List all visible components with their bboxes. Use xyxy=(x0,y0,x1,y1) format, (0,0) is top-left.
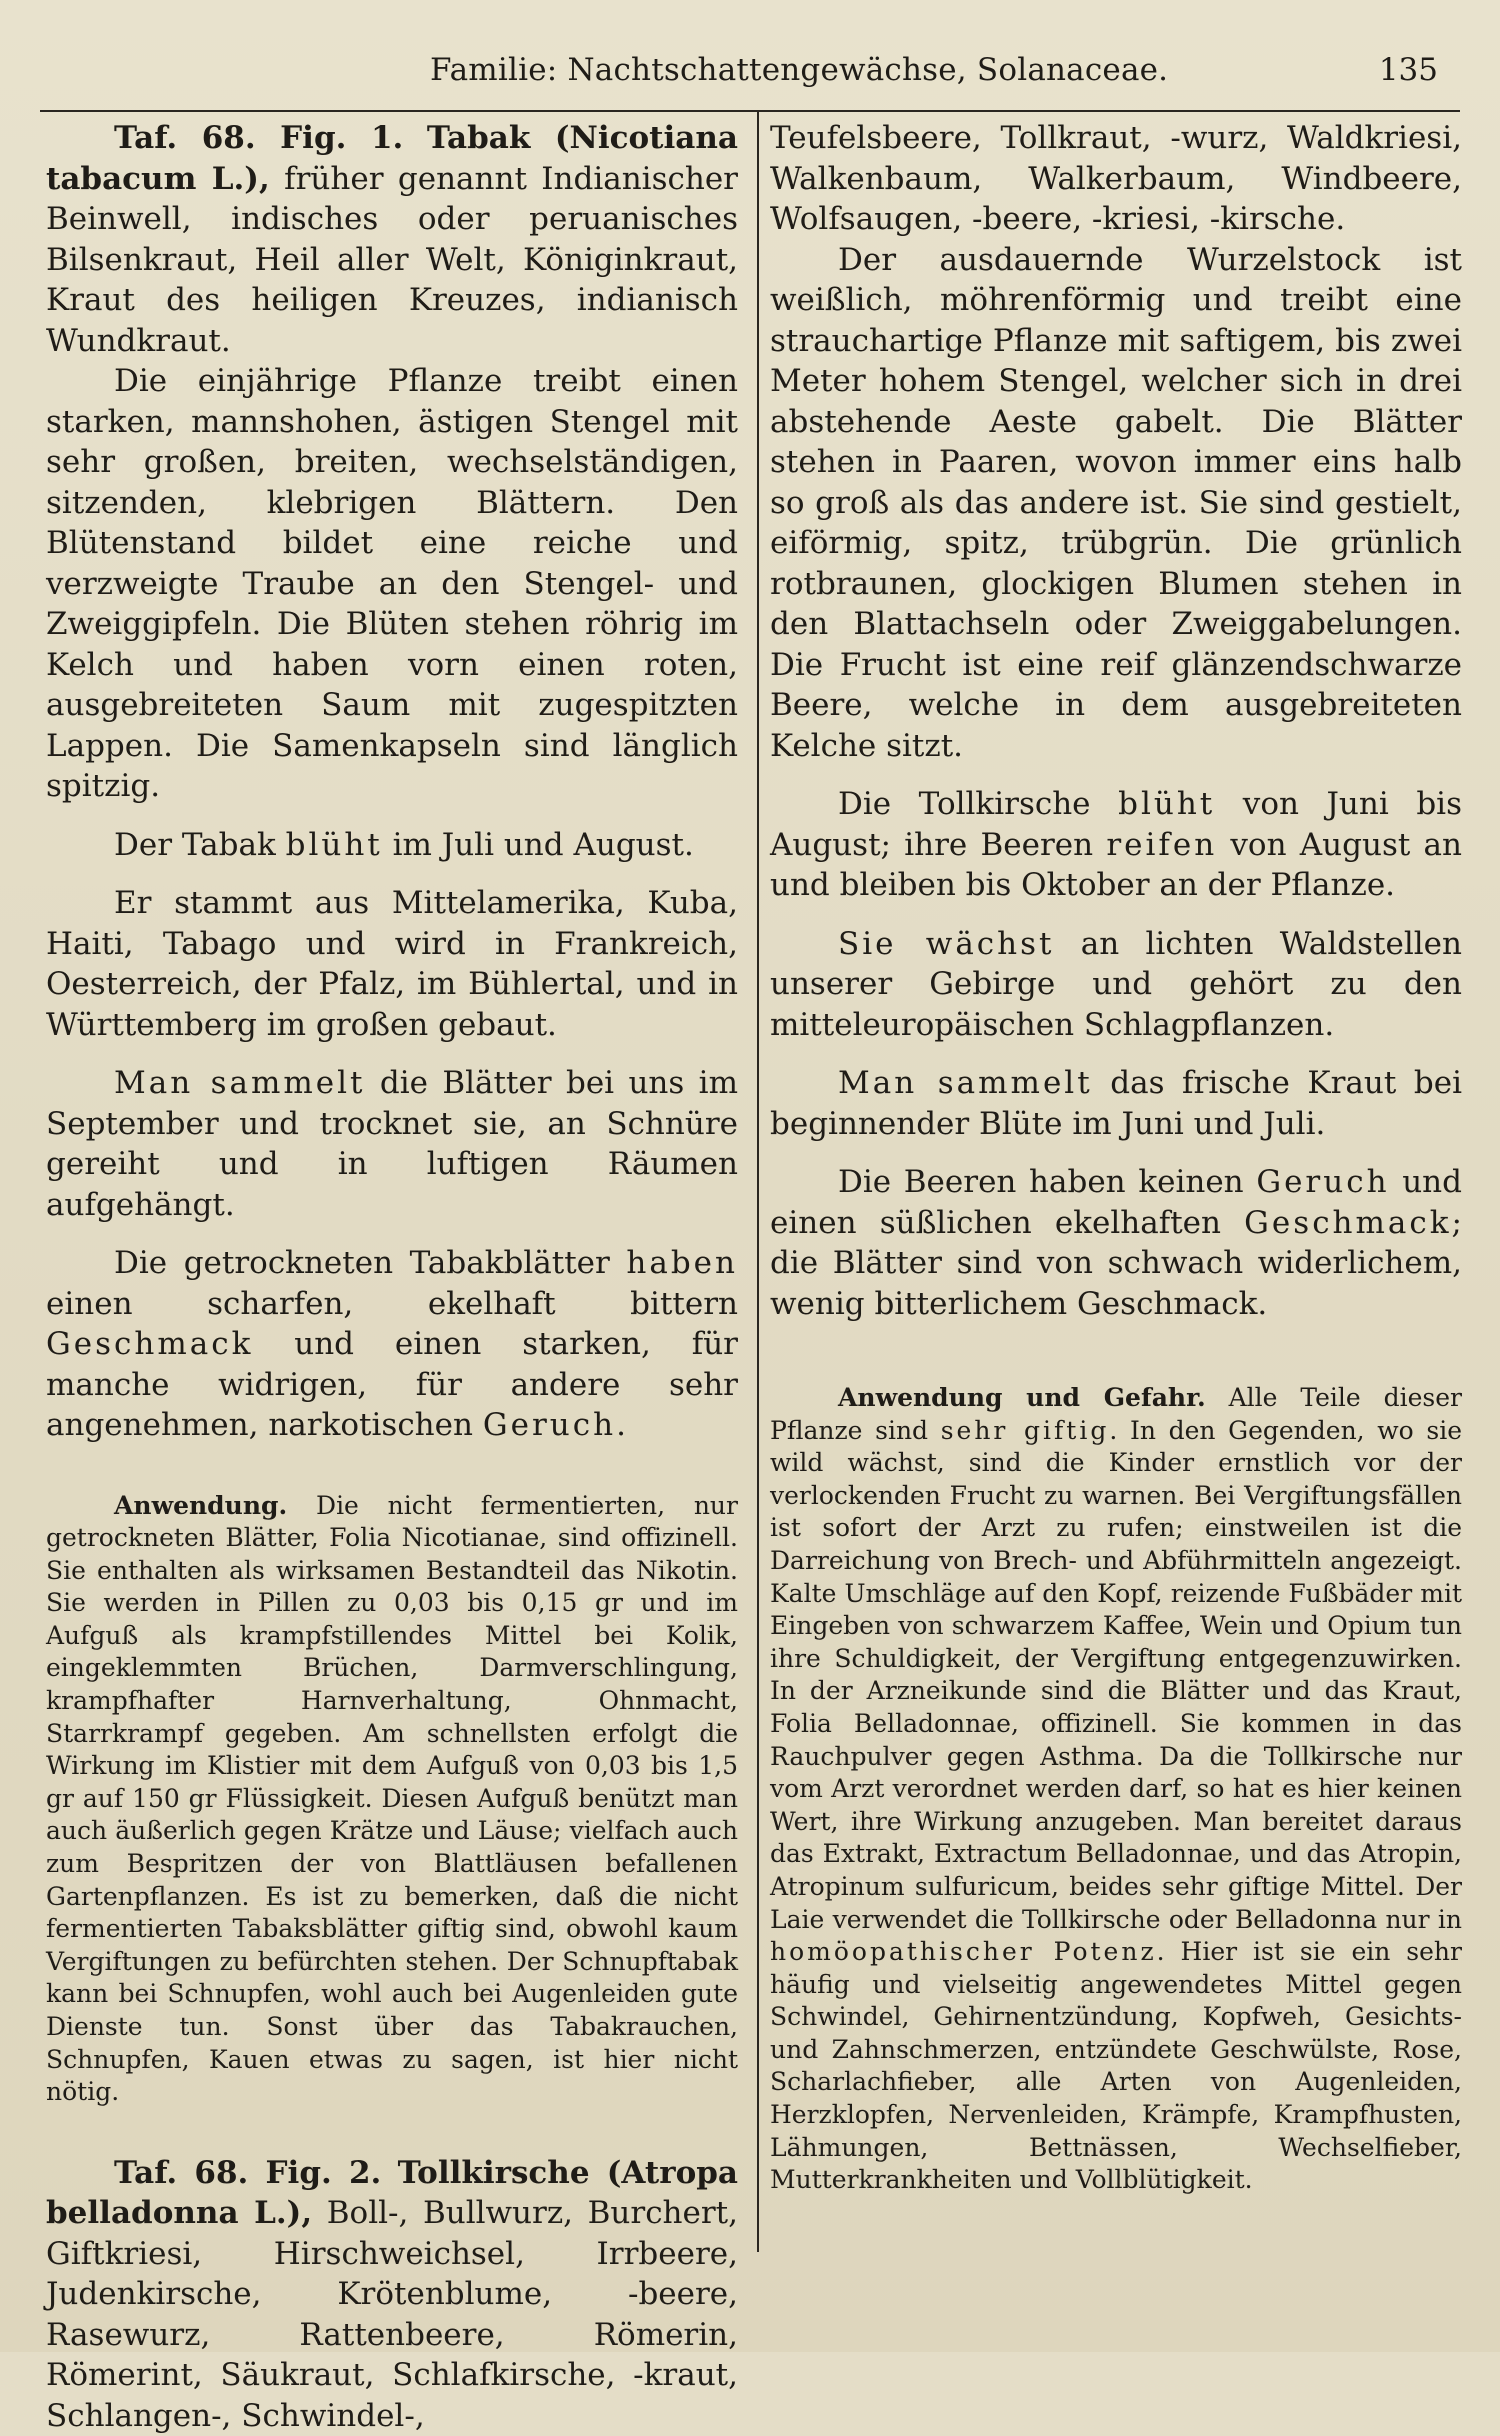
tabak-taste-emph-geruch: Geruch xyxy=(482,1407,617,1443)
tollkirsche-usage-emph-homoeopathic: homöopathischer Potenz xyxy=(770,1937,1157,1967)
tabak-usage-text: Die nicht fermentierten, nur getrockneten Blätter, Folia Nicotianae, sind offizinell. Sie enthalten als wirksamen Bestandteil das Nikotin. Sie werden in Pillen zu 0,03 bis 0,15 gr und im Aufguß als krampfstillendes Mittel bei Kolik, eingeklemmten Brüchen, Darmverschlingung, krampfhafter Harnverhaltung, Ohnmacht, Starrkrampf gegeben. Am schnellsten erfolgt die Wirkung im Klistier mit dem Aufguß von 0,03 bis 1,5 gr auf 150 gr Flüssigkeit. Diesen Aufguß benützt man auch äußerlich gegen Krätze und Läuse; vielfach auch zum Bespritzen der von Blattläusen befallenen Gartenpflanzen. Es ist zu bemerken, daß die nicht fermentierten Tabaksblätter giftig sind, obwohl kaum Vergiftungen zu befürchten stehen. Der Schnupftabak kann bei Schnupfen, wohl auch bei Augenleiden gute Dienste tun. Sonst über das Tabakrauchen, Schnupfen, Kauen etwas zu sagen, ist hier nicht nötig. xyxy=(46,1490,738,2107)
tollkirsche-usage-text-1: Alle Teile dieser Pflanze sind xyxy=(770,1383,1462,1445)
tollkirsche-description: Der ausdauernde Wurzelstock ist weißlich, möhrenförmig und treibt eine strauchartige Pflanze mit saftigem, bis zwei Meter hohem Stengel, welcher sich in drei abstehende Aeste gabelt. Die Blätter stehen in Paaren, wovon immer eins halb so groß als das andere ist. Sie sind gestielt, eiförmig, spitz, trübgrün. Die grünlich rotbraunen, glockigen Blumen stehen in den Blattachseln oder Zweiggabelungen. Die Frucht ist eine reif glänzendschwarze Beere, welche in dem ausgebreiteten Kelche sitzt. xyxy=(770,241,1462,764)
tollkirsche-synonyms: Boll-, Bullwurz, Burchert, Giftkriesi, Hirschweichsel, Irrbeere, Judenkirsche, Krötenblume, -beere, Rasewurz, Rattenbeere, Römerin, Römerint, Säukraut, Schlafkirsche, -kraut, Schlangen-, Schwindel-, xyxy=(46,2195,738,2434)
tabak-name: Tabak (Nicotiana tabacum L.), xyxy=(46,120,738,197)
tollkirsche-collect-emph: Man sammelt xyxy=(838,1065,1093,1101)
tabak-origin: Er stammt aus Mittelamerika, Kuba, Haiti, Tabago und wird in Frankreich, Oesterreich, der Pfalz, im Bühlertal, und in Württemberg im großen gebaut. xyxy=(46,885,738,1043)
tollkirsche-ripen-emph: reifen xyxy=(1106,826,1218,863)
tabak-synonyms: früher genannt Indianischer Beinwell, indisches oder peruanisches Bilsenkraut, Heil aller Welt, Königinkraut, Kraut des heiligen Kreuzes, indianisch Wundkraut. xyxy=(46,160,739,359)
tollkirsche-entry-intro xyxy=(46,2153,738,2436)
tabak-collect-emph: Man sammelt xyxy=(114,1065,366,1101)
page-number: 135 xyxy=(1378,52,1438,88)
tollkirsche-smell-mid: und einen süßlichen ekelhaften xyxy=(770,1164,1462,1241)
running-title: Familie: Nachtschattengewächse, Solanaceae. xyxy=(430,52,1169,88)
tollkirsche-usage-text-3: . Hier ist sie ein sehr häufig und vielseitig angewendetes Mittel gegen Schwindel, Gehirnentzündung, Kopfweh, Gesichts- und Zahnschmerzen, entzündete Geschwülste, Rose, Scharlachfieber, alle Arten von Augenleiden, Herzklopfen, Nervenleiden, Krämpfe, Krampfhusten, Lähmungen, Bettnässen, Wechselfieber, Mutterkrankheiten und Vollblütigkeit. xyxy=(770,1937,1462,2195)
tabak-bloom-post: im Juli und August. xyxy=(382,826,694,863)
tollkirsche-figure-ref: Taf. 68. Fig. 2. xyxy=(114,2154,382,2191)
tabak-taste-pre: Die getrockneten Tabakblätter xyxy=(114,1245,627,1281)
tollkirsche-smell-emph-geruch: Geruch xyxy=(1256,1164,1390,1200)
tollkirsche-smell-post: ; die Blätter sind von schwach widerlichem, wenig bitterlichem Geschmack. xyxy=(770,1204,1462,1322)
tollkirsche-bloom xyxy=(770,784,1462,906)
tabak-figure-ref: Taf. 68. Fig. 1. xyxy=(114,120,404,156)
tollkirsche-habitat-post: an lichten Waldstellen unserer Gebirge und gehört zu den mitteleuropäischen Schlagpflanzen. xyxy=(770,925,1462,1043)
tollkirsche-habitat-emph: Sie wächst xyxy=(838,925,1055,962)
tabak-taste-emph-haben: haben xyxy=(626,1245,738,1281)
tollkirsche-habitat xyxy=(770,924,1462,1046)
tollkirsche-bloom-post: von August an und bleiben bis Oktober an der Pflanze. xyxy=(770,826,1462,903)
tabak-usage-heading: Anwendung. xyxy=(114,1490,288,1520)
tabak-taste-mid2: und einen starken, für manche widrigen, für andere sehr angenehmen, narkotischen xyxy=(46,1326,738,1443)
tabak-description: Die einjährige Pflanze treibt einen starken, mannshohen, ästigen Stengel mit sehr großen, breiten, wechselständigen, sitzenden, klebrigen Blättern. Den Blütenstand bildet eine reiche und verzweigte Traube an den Stengel- und Zweiggipfeln. Die Blüten stehen röhrig im Kelch und haben vorn einen roten, ausgebreiteten Saum mit zugespitzten Lappen. Die Samenkapseln sind länglich spitzig. xyxy=(46,363,738,804)
tollkirsche-synonyms-cont: Teufelsbeere, Tollkraut, -wurz, Waldkriesi, Walkenbaum, Walkerbaum, Windbeere, Wolfsaugen, -beere, -kriesi, -kirsche. xyxy=(770,120,1462,237)
tabak-collect-post: die Blätter bei uns im September und trocknet sie, an Schnüre gereiht und in luftigen Räumen aufgehängt. xyxy=(46,1065,738,1223)
header-rule xyxy=(40,110,1460,112)
tollkirsche-usage-emph: sehr giftig xyxy=(940,1415,1110,1445)
tabak-bloom xyxy=(46,825,738,866)
tollkirsche-smell-pre: Die Beeren haben keinen xyxy=(838,1164,1257,1200)
page-header xyxy=(40,48,1460,98)
tollkirsche-smell-emph-geschmack: Geschmack xyxy=(1244,1204,1452,1241)
tollkirsche-bloom-pre: Die Tollkirsche xyxy=(838,786,1119,822)
tollkirsche-bloom-mid: von Juni bis August; ihre Beeren xyxy=(770,786,1462,863)
tabak-entry-intro xyxy=(46,118,738,361)
tollkirsche-usage-heading: Anwendung und Gefahr. xyxy=(838,1383,1206,1412)
tabak-bloom-emph: blüht xyxy=(285,826,383,863)
tabak-taste-emph-geschmack: Geschmack xyxy=(46,1326,254,1362)
tollkirsche-usage xyxy=(770,1382,1462,2197)
tollkirsche-collect-post: das frische Kraut bei beginnender Blüte im Juni und Juli. xyxy=(770,1065,1462,1142)
right-column xyxy=(770,118,1462,2197)
column-divider xyxy=(757,112,759,2252)
tollkirsche-usage-text-2: . In den Gegenden, wo sie wild wächst, sind die Kinder ernstlich vor der verlockenden Frucht zu warnen. Bei Vergiftungsfällen ist sofort der Arzt zu rufen; einstweilen ist die Darreichung von Brech- und Abführmitteln angezeigt. Kalte Umschläge auf den Kopf, reizende Fußbäder mit Eingeben von schwarzem Kaffee, Wein und Opium tun ihre Schuldigkeit, der Vergiftung entgegenzuwirken. In der Arzneikunde sind die Blätter und das Kraut, Folia Belladonnae, offizinell. Sie kommen in das Rauchpulver gegen Asthma. Da die Tollkirsche nur vom Arzt verordnet werden darf, so hat es hier keinen Wert, ihre Wirkung anzugeben. Man bereitet daraus das Extrakt, Extractum Belladonnae, und das Atropin, Atropinum sulfuricum, beides sehr giftige Mittel. Der Laie verwendet die Tollkirsche oder Belladonna nur in xyxy=(770,1415,1463,1934)
tabak-taste-mid: einen scharfen, ekelhaft bittern xyxy=(46,1285,738,1322)
tollkirsche-bloom-emph: blüht xyxy=(1118,786,1216,822)
tollkirsche-collection xyxy=(770,1063,1462,1144)
tabak-collection xyxy=(46,1063,738,1225)
tabak-taste xyxy=(46,1243,738,1446)
tabak-usage xyxy=(46,1490,738,2109)
tabak-bloom-pre: Der Tabak xyxy=(114,826,286,863)
tabak-taste-end: . xyxy=(616,1407,626,1443)
left-column xyxy=(46,118,738,2436)
tollkirsche-name: Tollkirsche (Atropa belladonna L.), xyxy=(46,2154,739,2232)
tollkirsche-smell xyxy=(770,1162,1462,1324)
